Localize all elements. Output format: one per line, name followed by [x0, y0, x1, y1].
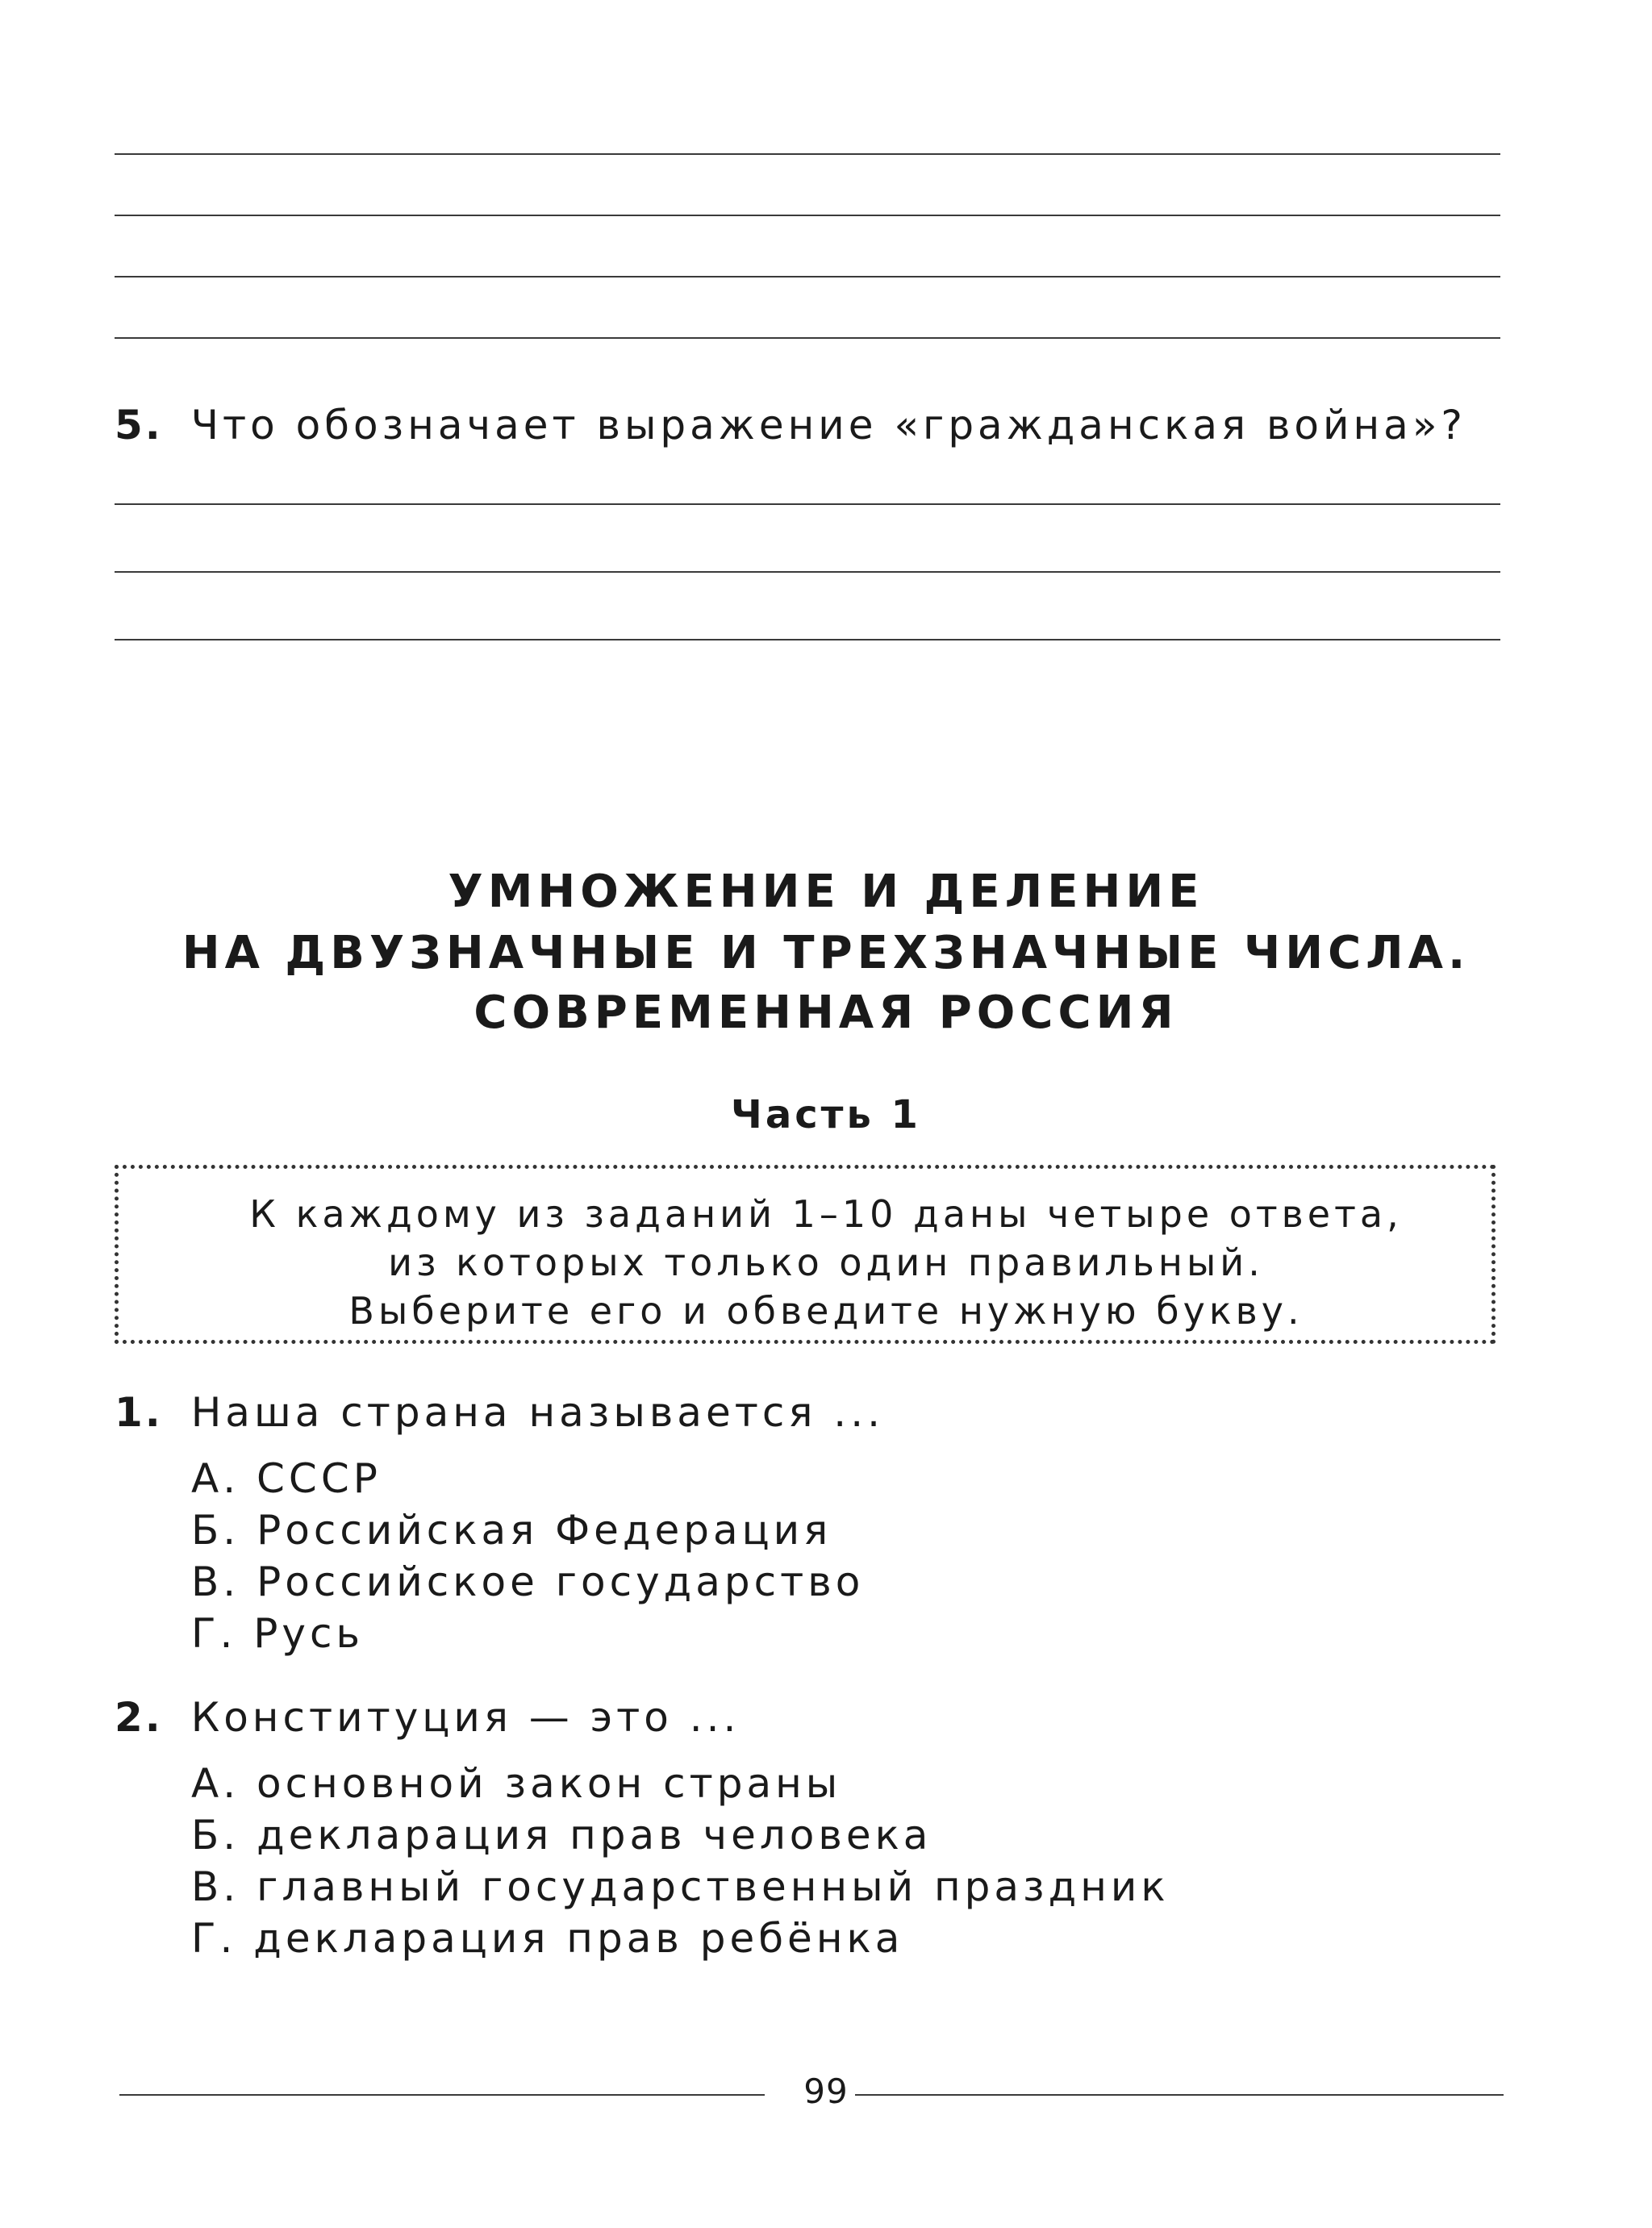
section-title-line-2: НА ДВУЗНАЧНЫЕ И ТРЕХЗНАЧНЫЕ ЧИСЛА. — [181, 927, 1471, 979]
footer-rule-right — [855, 2094, 1504, 2096]
answer-line — [115, 337, 1500, 339]
instruction-line: К каждому из заданий 1–10 даны четыре ответа, — [249, 1192, 1403, 1236]
answer-line — [115, 639, 1500, 640]
question-text: Наша страна называется ... — [190, 1389, 884, 1436]
answer-line — [115, 503, 1500, 505]
footer-rule-left — [119, 2094, 765, 2096]
question-text: Что обозначает выражение «гражданская война»? — [190, 402, 1466, 449]
question-number: 1. — [115, 1389, 163, 1436]
answer-line — [115, 571, 1500, 573]
answer-option[interactable]: В. Российское государство — [191, 1558, 865, 1605]
question-5 — [115, 402, 1466, 449]
question-text: Конституция — это ... — [190, 1694, 740, 1741]
instruction-line: Выберите его и обведите нужную букву. — [348, 1289, 1304, 1333]
page-number: 99 — [803, 2072, 849, 2111]
answer-option[interactable]: Г. Русь — [191, 1610, 364, 1657]
answer-line — [115, 276, 1500, 277]
part-title: Часть 1 — [731, 1092, 921, 1137]
section-title-line-3: СОВРЕМЕННАЯ РОССИЯ — [473, 987, 1179, 1039]
answer-line — [115, 215, 1500, 216]
question-number: 2. — [115, 1694, 163, 1741]
answer-option[interactable]: А. основной закон страны — [191, 1760, 842, 1807]
question-number: 5. — [115, 402, 163, 449]
answer-option[interactable]: А. СССР — [191, 1455, 382, 1502]
answer-option[interactable]: Г. декларация прав ребёнка — [191, 1915, 904, 1962]
answer-option[interactable]: Б. декларация прав человека — [191, 1812, 932, 1859]
answer-option[interactable]: Б. Российская Федерация — [191, 1507, 832, 1554]
question-1 — [115, 1389, 884, 1436]
instruction-line: из которых только один правильный. — [388, 1241, 1264, 1284]
answer-line — [115, 153, 1500, 155]
section-title-line-1: УМНОЖЕНИЕ И ДЕЛЕНИЕ — [448, 866, 1204, 918]
answer-option[interactable]: В. главный государственный праздник — [191, 1863, 1170, 1910]
question-2 — [115, 1694, 740, 1741]
